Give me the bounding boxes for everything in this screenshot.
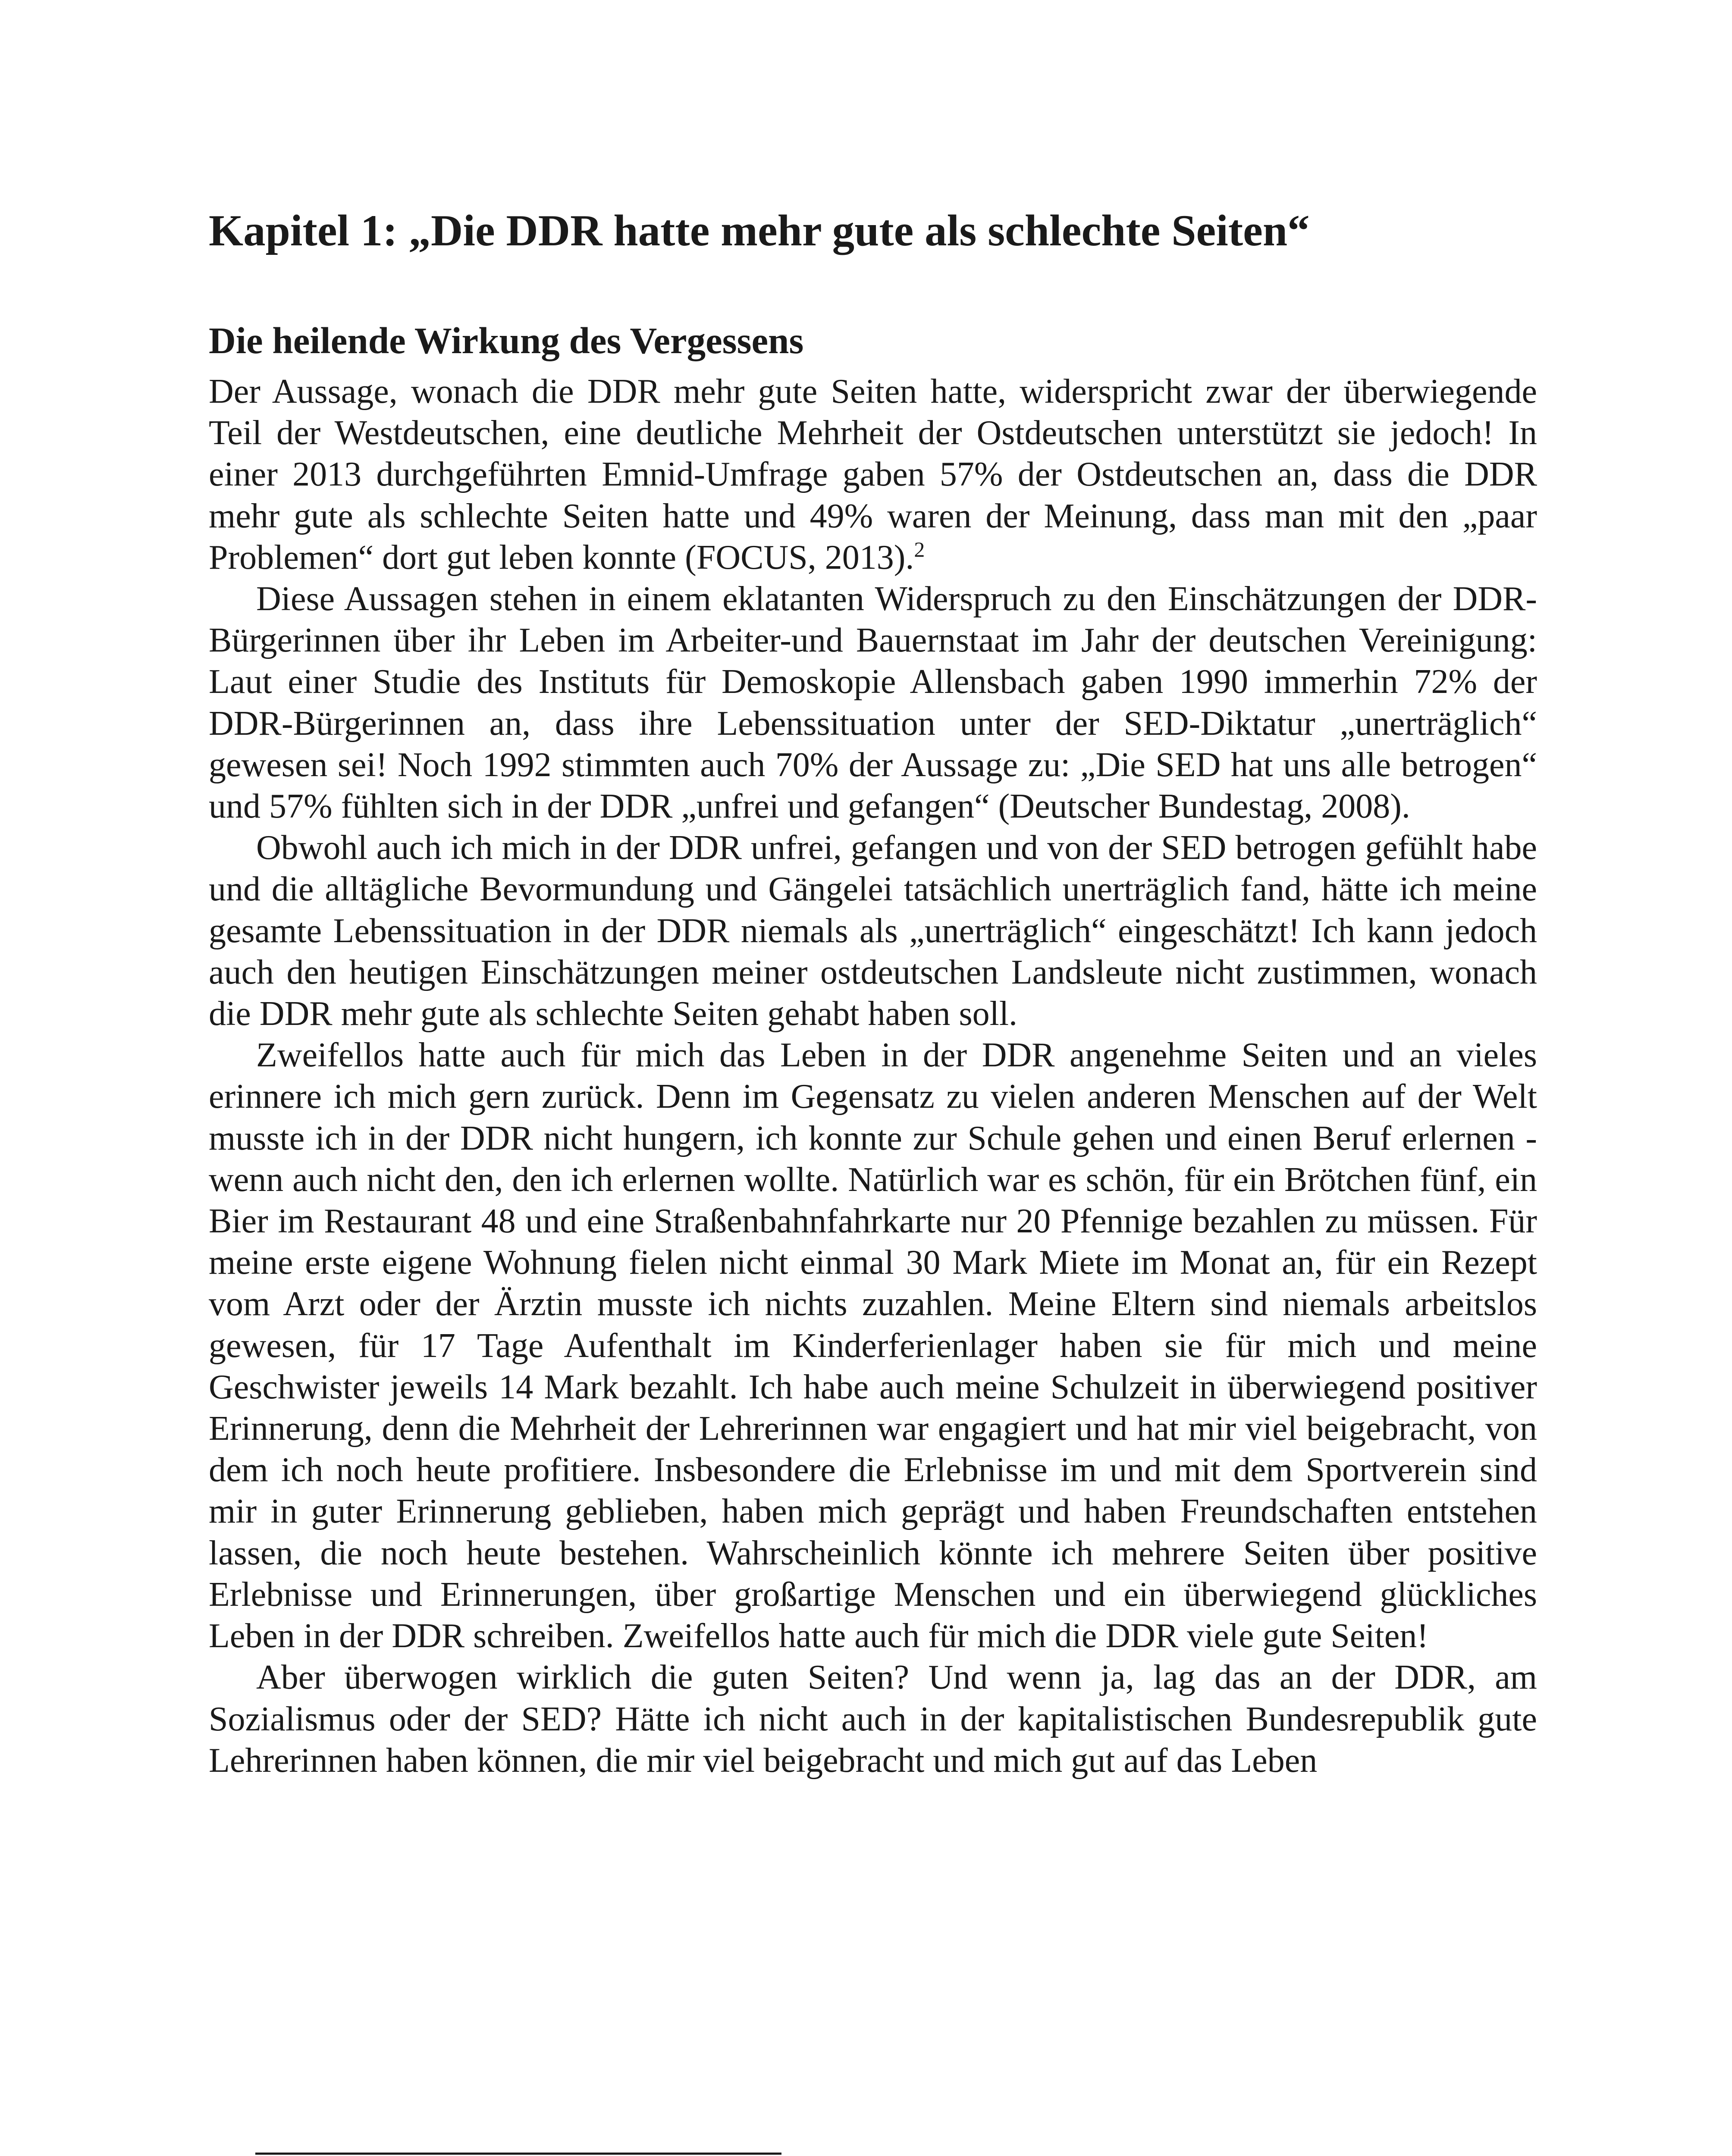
paragraph-2: Diese Aussagen stehen in einem eklatanten Widerspruch zu den Einschätzungen der DDR-Bürgerinnen über ihr Leben im Arbeiter-und Bauernstaat im Jahr der deutschen Vereinigung: Laut einer Studie des Instituts für Demoskopie Allensbach gaben 1990 immerhin 72% der DDR-Bürgerinnen an, dass ihre Lebenssituation unter der SED-Diktatur „unerträglich“ gewesen sei! Noch 1992 stimmten auch 70% der Aussage zu: „Die SED hat uns alle betrogen“ und 57% fühlten sich in der DDR „unfrei und gefangen“ (Deutscher Bundestag, 2008). — [209, 580, 1537, 826]
paragraph-1-text: Der Aussage, wonach die DDR mehr gute Seiten hatte, widerspricht zwar der überwiegende Teil der Westdeutschen, eine deutliche Mehrheit der Ostdeutschen unterstützt sie jedoch! In einer 2013 durchgeführten Emnid-Umfrage gaben 57% der Ostdeutschen an, dass die DDR mehr gute als schlechte Seiten hatte und 49% waren der Meinung, dass man mit den „paar Problemen“ dort gut leben konnte (FOCUS, 2013). — [209, 373, 1537, 577]
footnote-reference: 2 — [914, 537, 925, 561]
paragraph-4: Zweifellos hatte auch für mich das Leben in der DDR angenehme Seiten und an vieles erinnere ich mich gern zurück. Denn im Gegensatz zu vielen anderen Menschen auf der Welt musste ich in der DDR nicht hungern, ich konnte zur Schule gehen und einen Beruf erlernen - wenn auch nicht den, den ich erlernen wollte. Natürlich war es schön, für ein Brötchen fünf, ein Bier im Restaurant 48 und eine Straßenbahnfahrkarte nur 20 Pfennige bezahlen zu müssen. Für meine erste eigene Wohnung fielen nicht einmal 30 Mark Miete im Monat an, für ein Rezept vom Arzt oder der Ärztin musste ich nichts zuzahlen. Meine Eltern sind niemals arbeitslos gewesen, für 17 Tage Aufenthalt im Kinderferienlager haben sie für mich und meine Geschwister jeweils 14 Mark bezahlt. Ich habe auch meine Schulzeit in überwiegend positiver Erinnerung, denn die Mehrheit der Lehrerinnen war engagiert und hat mir viel beigebracht, von dem ich noch heute profitiere. Insbesondere die Erlebnisse im und mit dem Sportverein sind mir in guter Erinnerung geblieben, haben mich geprägt und haben Freundschaften entstehen lassen, die noch heute bestehen. Wahrscheinlich könnte ich mehrere Seiten über positive Erlebnisse und Erinnerungen, über großartige Menschen und ein überwiegend glückliches Leben in der DDR schreiben. Zweifellos hatte auch für mich die DDR viele gute Seiten! — [209, 1036, 1537, 1655]
paragraph-1 — [209, 371, 1537, 578]
body-text — [209, 371, 1537, 1781]
section-title: Die heilende Wirkung des Vergessens — [209, 320, 804, 361]
chapter-title: Kapitel 1: „Die DDR hatte mehr gute als schlechte Seiten“ — [209, 206, 1310, 255]
paragraph-5: Aber überwogen wirklich die guten Seiten? Und wenn ja, lag das an der DDR, am Sozialismus oder der SED? Hätte ich nicht auch in der kapitalistischen Bundesrepublik gute Lehrerinnen haben können, die mir viel beigebracht und mich gut auf das Leben — [209, 1658, 1537, 1780]
paragraph-3: Obwohl auch ich mich in der DDR unfrei, gefangen und von der SED betrogen gefühlt habe und die alltägliche Bevormundung und Gängelei tatsächlich unerträglich fand, hätte ich meine gesamte Lebenssituation in der DDR niemals als „unerträglich“ eingeschätzt! Ich kann jedoch auch den heutigen Einschätzungen meiner ostdeutschen Landsleute nicht zustimmen, wonach die DDR mehr gute als schlechte Seiten gehabt haben soll. — [209, 829, 1537, 1033]
footnote-separator — [255, 2153, 781, 2155]
